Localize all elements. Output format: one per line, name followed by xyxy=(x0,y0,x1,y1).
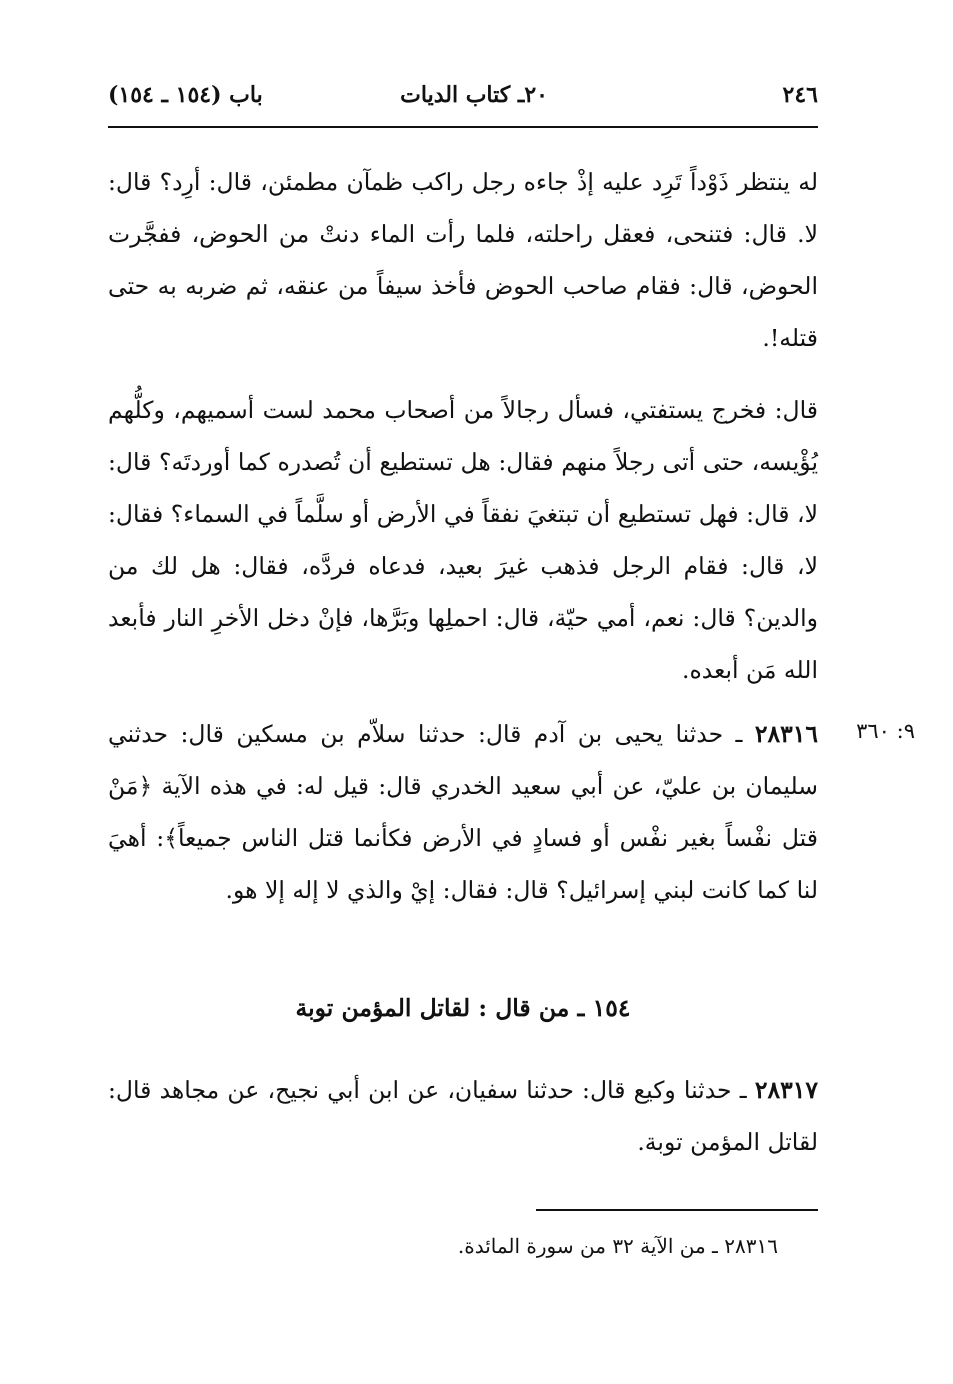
paragraph-2: قال: فخرج يستفتي، فسأل رجالاً من أصحاب محمد لست أسميهم، وكلُّهم يُؤْيسه، حتى أتى رجلاً منهم فقال: هل تستطيع أن تُصدره كما أوردتَه؟ قال: لا، قال: فهل تستطيع أن تبتغيَ نفقاً في الأرض أو سلَّماً في السماء؟ فقال: لا، قال: فقام الرجل فذهب غيرَ بعيد، فدعاه فردَّه، فقال: هل لك من والدين؟ قال: نعم، أمي حيّة، قال: احملِها وبَرَّها، فإنْ دخل الأخرِ النار فأبعد الله مَن أبعده. xyxy=(108,396,818,684)
footnote: ٢٨٣١٦ ـ من الآية ٣٢ من سورة المائدة. xyxy=(457,1234,778,1258)
running-header xyxy=(108,82,818,122)
hadith-number: ٢٨٣١٦ xyxy=(754,720,818,748)
hadith-28317 xyxy=(108,1064,818,1168)
margin-reference: ٩: ٣٦٠ xyxy=(856,719,915,743)
hadith-text: ـ حدثنا وكيع قال: حدثنا سفيان، عن ابن أبي نجيح، عن مجاهد قال: لقاتل المؤمن توبة. xyxy=(108,1076,818,1156)
book-title: ٢٠ـ كتاب الديات xyxy=(400,82,548,108)
section-heading: ١٥٤ ـ من قال : لقاتل المؤمن توبة xyxy=(295,994,631,1022)
hadith-number: ٢٨٣١٧ xyxy=(754,1076,818,1104)
footnote-divider xyxy=(536,1209,818,1211)
chapter-range: باب (١٥٤ ـ ١٥٤) xyxy=(108,82,263,108)
hadith-28316 xyxy=(108,708,818,916)
page-number: ٢٤٦ xyxy=(782,82,818,108)
hadith-text: ـ حدثنا يحيى بن آدم قال: حدثنا سلاّم بن مسكين قال: حدثني سليمان بن عليّ، عن أبي سعيد الخدري قال: قيل له: في هذه الآية ﴿مَنْ قتل نفْساً بغير نفْس أو فسادٍ في الأرض فكأنما قتل الناس جميعاً﴾: أهيَ لنا كما كانت لبني إسرائيل؟ قال: فقال: إيْ والذي لا إله إلا هو. xyxy=(108,720,818,904)
header-divider xyxy=(108,126,818,128)
paragraph-1: له ينتظر ذَوْداً تَرِد عليه إذْ جاءه رجل راكب ظمآن مطمئن، قال: أرِد؟ قال: لا. قال: فتنحى، فعقل راحلته، فلما رأت الماء دنتْ من الحوض، ففجَّرت الحوض، قال: فقام صاحب الحوض فأخذ سيفاً من عنقه، ثم ضربه به حتى قتله!. xyxy=(108,168,818,352)
